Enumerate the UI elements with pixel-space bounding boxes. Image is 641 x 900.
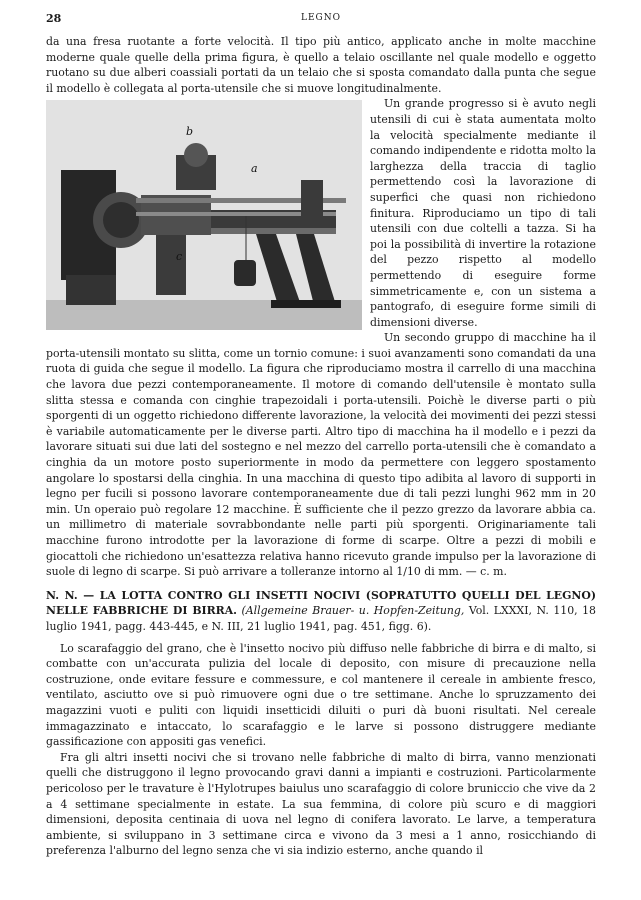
- page-header: [46, 12, 596, 34]
- page-number: 28: [46, 12, 62, 25]
- page: [46, 12, 596, 859]
- article-source: (Allgemeine Brauer- u. Hopfen-Zeitung,: [241, 604, 465, 618]
- machine-figure: [46, 100, 362, 330]
- paragraph-continued: da una fresa ruotante a forte velocità. Il tipo più antico, applicato anche in molte macchine moderne quale quelle della prima figura, è quello a telaio oscillante nel quale modello e oggetto ruotano su due alberi coassiali portati da un telaio che si sposta comandato dalla punta che segue il modello è collegata al porta-utensile che si muove longitudinalmente.: [46, 35, 596, 95]
- figure-label-a: a: [251, 162, 258, 176]
- article-title: [46, 588, 596, 635]
- article-citation: Vol. LXXXI, N. 110, 18 luglio 1941, pagg. 443-445, e N. III, 21 luglio 1941, pag. 451, figg. 6).: [46, 604, 596, 633]
- paragraph-second-group: Un secondo gruppo di macchine ha il porta-utensili montato su slitta, come un tornio comune: i suoi avanzamenti sono comandati da una ruota di guida che segue il modello. La figura che riproduciamo mostra il carrello di una macchina che lavora due pezzi contemporaneamente. Il motore di comando dell'utensile è montato sulla slitta stessa e comanda con cinghie trapezoidali i porta-utensili. Poichè le diverse parti o più sporgenti di un oggetto richiedono differente lavorazione, la velocità dei movimenti dei pezzi stessi è variabile automaticamente per le diverse parti. Altro tipo di macchina ha il modello e i pezzi da lavorare situati sui due lati del sostegno e nel mezzo del carrello porta-utensili che è comandato a cinghia da un motore posto superiormente in modo da permettere con leggero spostamento angolare lo spostarsi della cinghia. In una macchina di questo tipo adibita al lavoro di supporti in legno per fucili si possono lavorare contemporaneamente due di tali pezzi lunghi 962 mm in 20 min. Un operaio può regolare 12 macchine. È sufficiente che il pezzo grezzo da lavorare abbia ca. un millimetro di materiale sovrabbondante nelle parti più sporgenti. Originariamente tali macchine furono introdotte per la lavorazione di forme di scarpe. Oltre a pezzi di mobili e giocattoli che richiedono un'esattezza relativa hanno ricevuto grande impulso per la lavorazione di suole di legno di scarpe. Si può arrivare a tolleranze intorno al 1/10 di mm. — c. m.: [46, 331, 596, 579]
- running-head: LEGNO: [301, 13, 341, 23]
- paragraph-progress: [46, 96, 596, 330]
- copy-lathe-photo: [46, 100, 362, 330]
- figure-label-b: b: [186, 125, 194, 139]
- article-lead: N. N. — LA LOTTA CONTRO GLI INSETTI NOCIVI (SOPRATUTTO QUELLI DEL LEGNO) NELLE FABBRICHE DI BIRRA.: [46, 588, 596, 618]
- paragraph-progress-text: Un grande progresso si è avuto negli utensili di cui è stata aumentata molto la velocità specialmente mediante il comando indipendente e ridotta molto la larghezza della traccia di taglio permettendo così la lavorazione di superfici che quasi non richiedono finitura. Riproduciamo un tipo di tali utensili con due coltelli a tazza. Si ha poi la possibilità di invertire la rotazione del pezzo rispetto al modello permettendo di eseguire forme simmetricamente e, con un sistema a pantografo, di eseguire forme simili di dimensioni diverse.: [370, 97, 596, 329]
- figure-label-c: c: [176, 250, 183, 264]
- paragraph-wood-insects: Fra gli altri insetti nocivi che si trovano nelle fabbriche di malto di birra, vanno menzionati quelli che distruggono il legno provocando gravi danni a impianti e costruzioni. Particolarmente pericoloso per le travature è l'Hylotrupes baiulus uno scarafaggio di colore bruniccio che vive da 2 a 4 settimane specialmente in estate. La sua femmina, di colore più scuro e di maggiori dimensioni, deposita centinaia di uova nel legno di conifera lavorato. Le larve, a temperatura ambiente, si sviluppano in 3 settimane circa e vivono da 3 mesi a 1 anno, rosicchiando di preferenza l'alburno del legno senza che vi sia indizio esterno, anche quando il: [46, 750, 596, 858]
- paragraph-grain-beetle: Lo scarafaggio del grano, che è l'insetto nocivo più diffuso nelle fabbriche di birra e di malto, si combatte con un'accurata pulizia del locale di deposito, con misure di precauzione nella costruzione, onde evitare fessure e commessure, e col mantenere il cereale in ambiente fresco, ventilato, asciutto ove si può rimuovere ogni due o tre settimane. Anche lo spruzzamento dei magazzini vuoti e puliti con liquidi insetticidi diluiti o puri dà buoni risultati. Nel cereale immagazzinato e intaccato, lo scarafaggio e le larve si possono distruggere mediante gassificazione con appositi gas venefici.: [46, 641, 596, 749]
